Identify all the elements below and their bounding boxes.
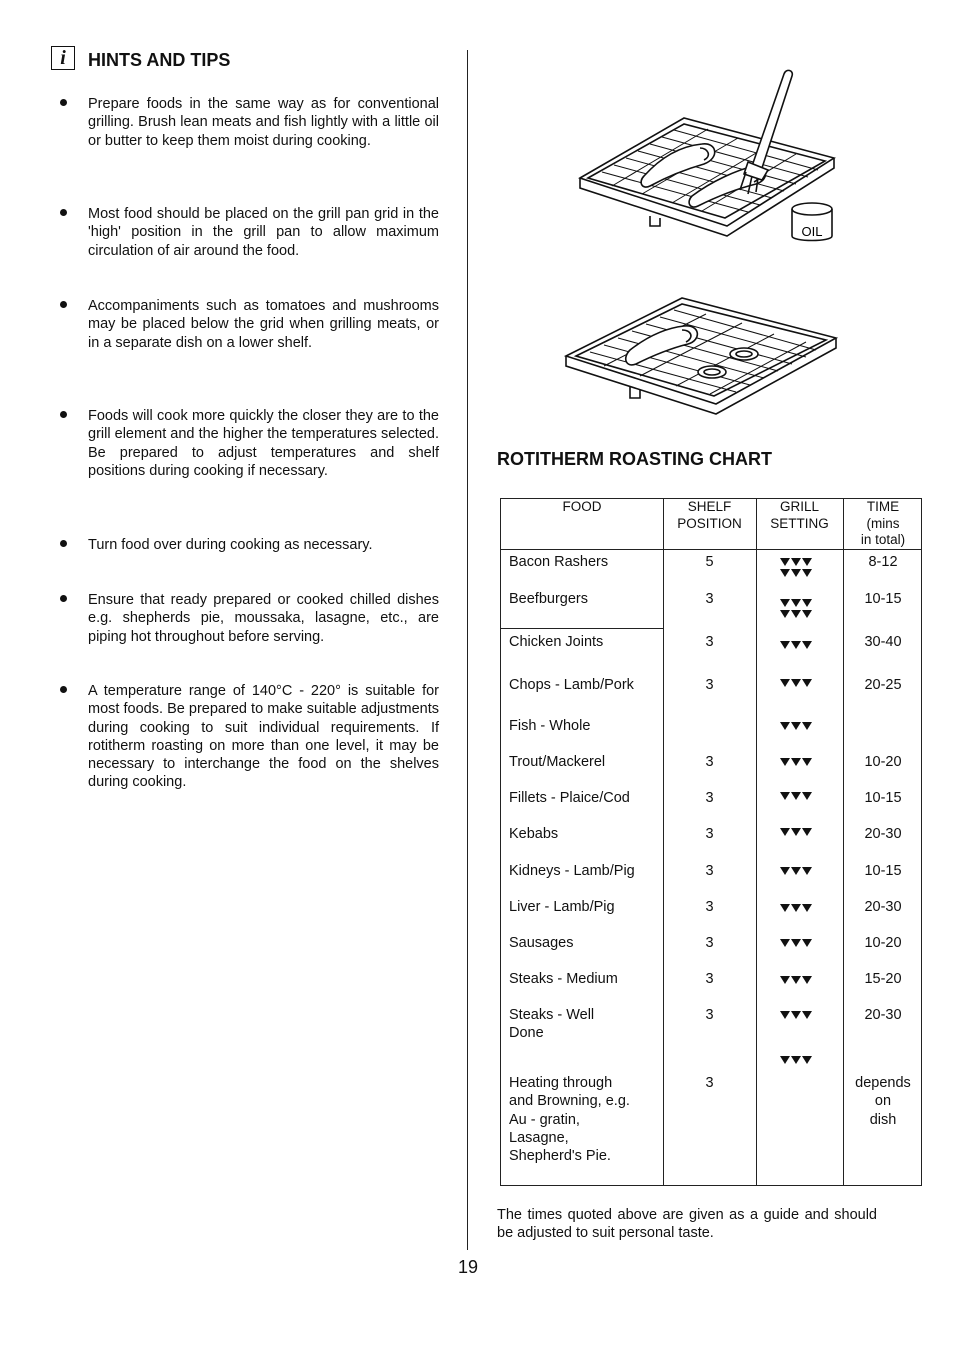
grill-triangle-mark <box>802 722 812 730</box>
grill-triangle-mark <box>791 610 801 618</box>
time-cell: 10-15 <box>864 790 902 806</box>
grill-triangle-mark <box>791 792 801 800</box>
grill-triangle-mark <box>802 569 812 577</box>
food-cell: Steaks - Well Done <box>509 1007 595 1042</box>
grill-triangle-mark <box>802 599 812 607</box>
grill-triangle-mark <box>780 828 790 836</box>
time-cell: 10-15 <box>864 863 902 879</box>
hint-text: A temperature range of 140°C - 220° is suitable for most foods. Be prepared to make suitable adjustments during cooking to suit individual requirements. If rotitherm roasting on more than one level, it may be necessary to interchange the food on the shelves during cooking. <box>88 683 439 791</box>
shelf-cell: 3 <box>705 591 714 607</box>
hint-text: Turn food over during cooking as necessary. <box>88 537 373 553</box>
grill-triangle-mark <box>780 904 790 912</box>
three-triangles-icon <box>778 721 814 734</box>
food-cell: Heating through and Browning, e.g. Au - gratin, Lasagne, Shepherd's Pie. <box>509 1075 630 1165</box>
grill-triangle-mark <box>802 792 812 800</box>
food-cell: Chicken Joints <box>509 634 604 650</box>
bullet-icon <box>60 99 67 106</box>
grill-triangle-mark <box>780 599 790 607</box>
grill-triangle-mark <box>780 679 790 687</box>
header-grill-setting: GRILL SETTING <box>770 499 829 531</box>
food-cell: Fillets - Plaice/Cod <box>509 790 630 806</box>
bullet-icon <box>60 301 67 308</box>
grill-triangle-mark <box>791 599 801 607</box>
time-cell: 20-30 <box>864 826 902 842</box>
chart-title: ROTITHERM ROASTING CHART <box>497 449 772 469</box>
header-rule <box>501 549 921 550</box>
food-cell: Kebabs <box>509 826 559 842</box>
grill-triangle-mark <box>780 722 790 730</box>
three-triangles-icon <box>778 1055 814 1068</box>
header-food: FOOD <box>562 499 602 514</box>
grill-triangle-mark <box>791 679 801 687</box>
row-rule <box>501 628 663 629</box>
grill-triangle-mark <box>802 1056 812 1064</box>
grill-triangle-mark <box>791 867 801 875</box>
grill-triangle-mark <box>791 722 801 730</box>
time-cell: 10-20 <box>864 754 902 770</box>
grill-triangle-mark <box>802 679 812 687</box>
three-triangles-icon <box>778 757 814 770</box>
food-cell: Bacon Rashers <box>509 554 609 570</box>
shelf-cell: 3 <box>705 677 714 693</box>
grill-triangle-mark <box>791 939 801 947</box>
shelf-cell: 3 <box>705 935 714 951</box>
grill-triangle-mark <box>791 904 801 912</box>
grill-triangle-mark <box>780 939 790 947</box>
grill-triangle-mark <box>802 610 812 618</box>
food-cell: Sausages <box>509 935 574 951</box>
shelf-cell: 3 <box>705 754 714 770</box>
grill-triangle-mark <box>780 758 790 766</box>
food-cell: Chops - Lamb/Pork <box>509 677 634 693</box>
hint-text: Prepare foods in the same way as for conventional grilling. Brush lean meats and fish lightly with a little oil or butter to keep them moist during cooking. <box>88 96 439 149</box>
three-triangles-icon <box>778 678 814 691</box>
oil-label: OIL <box>801 224 823 239</box>
grill-triangle-mark <box>791 569 801 577</box>
food-cell: Beefburgers <box>509 591 588 607</box>
grill-triangle-mark <box>802 758 812 766</box>
bullet-icon <box>60 686 67 693</box>
info-icon: i <box>51 46 75 70</box>
grill-triangle-mark <box>780 641 790 649</box>
chart-note: The times quoted above are given as a guide and should be adjusted to suit personal taste. <box>497 1207 877 1242</box>
grill-triangle-mark <box>780 1011 790 1019</box>
grill-triangle-mark <box>780 1056 790 1064</box>
shelf-cell: 3 <box>705 790 714 806</box>
grill-triangle-mark <box>791 558 801 566</box>
hint-text: Foods will cook more quickly the closer they are to the grill element and the higher the temperatures selected. Be prepared to adjust temperatures and shelf positions during cooking if necessary. <box>88 408 439 479</box>
time-cell: 20-30 <box>864 899 902 915</box>
food-cell: Steaks - Medium <box>509 971 618 987</box>
grill-pan-food-illustration <box>560 292 842 420</box>
shelf-cell: 3 <box>705 863 714 879</box>
grill-pan-brush-illustration <box>572 66 842 246</box>
time-cell: depends on dish <box>855 1075 911 1128</box>
grill-triangle-mark <box>780 976 790 984</box>
grill-triangle-mark <box>780 558 790 566</box>
time-cell: 10-15 <box>864 591 902 607</box>
bullet-icon <box>60 595 67 602</box>
hint-text: Most food should be placed on the grill pan grid in the 'high' position in the grill pan to allow maximum circulation of air around the food. <box>88 206 439 259</box>
grill-triangle-mark <box>802 828 812 836</box>
shelf-cell: 5 <box>705 554 714 570</box>
shelf-cell: 3 <box>705 826 714 842</box>
three-triangles-icon <box>778 866 814 879</box>
food-cell: Trout/Mackerel <box>509 754 606 770</box>
three-triangles-icon <box>778 557 814 581</box>
grill-triangle-mark <box>802 939 812 947</box>
food-cell: Kidneys - Lamb/Pig <box>509 863 635 879</box>
bullet-icon <box>60 540 67 547</box>
time-cell: 8-12 <box>868 554 898 570</box>
three-triangles-icon <box>778 1010 814 1023</box>
grill-triangle-mark <box>791 1056 801 1064</box>
shelf-cell: 3 <box>705 634 714 650</box>
time-cell: 30-40 <box>864 634 902 650</box>
hint-text: Accompaniments such as tomatoes and mushrooms may be placed below the grid when grilling meats, or in a separate dish on a lower shelf. <box>88 298 439 351</box>
roasting-chart-table <box>500 498 922 1186</box>
grill-triangle-mark <box>802 867 812 875</box>
grill-triangle-mark <box>791 976 801 984</box>
grill-triangle-mark <box>802 976 812 984</box>
grill-triangle-mark <box>791 641 801 649</box>
time-cell: 20-30 <box>864 1007 902 1023</box>
grill-triangle-mark <box>791 1011 801 1019</box>
column-divider <box>467 50 468 1250</box>
three-triangles-icon <box>778 938 814 951</box>
time-cell: 15-20 <box>864 971 902 987</box>
shelf-cell: 3 <box>705 899 714 915</box>
three-triangles-icon <box>778 598 814 622</box>
grill-triangle-mark <box>802 904 812 912</box>
three-triangles-icon <box>778 640 814 653</box>
shelf-cell: 3 <box>705 971 714 987</box>
three-triangles-icon <box>778 791 814 804</box>
hint-text: Ensure that ready prepared or cooked chilled dishes e.g. shepherds pie, moussaka, lasagne, etc., are piping hot throughout before serving. <box>88 592 439 645</box>
time-cell: 20-25 <box>864 677 902 693</box>
hints-title: HINTS AND TIPS <box>88 50 231 70</box>
bullet-icon <box>60 209 67 216</box>
food-cell: Fish - Whole <box>509 718 591 734</box>
grill-triangle-mark <box>780 867 790 875</box>
food-cell: Liver - Lamb/Pig <box>509 899 615 915</box>
three-triangles-icon <box>778 903 814 916</box>
header-time: TIME (mins in total) <box>860 499 906 547</box>
bullet-icon <box>60 411 67 418</box>
grill-triangle-mark <box>791 758 801 766</box>
grill-triangle-mark <box>802 641 812 649</box>
three-triangles-icon <box>778 827 814 840</box>
three-triangles-icon <box>778 975 814 988</box>
grill-triangle-mark <box>791 828 801 836</box>
time-cell: 10-20 <box>864 935 902 951</box>
shelf-cell: 3 <box>705 1007 714 1023</box>
grill-triangle-mark <box>780 610 790 618</box>
grill-triangle-mark <box>802 1011 812 1019</box>
grill-triangle-mark <box>802 558 812 566</box>
header-shelf-position: SHELF POSITION <box>677 499 742 531</box>
grill-triangle-mark <box>780 569 790 577</box>
page-number: 19 <box>458 1257 479 1277</box>
grill-triangle-mark <box>780 792 790 800</box>
column-rule <box>756 499 757 1185</box>
shelf-cell: 3 <box>705 1075 714 1091</box>
